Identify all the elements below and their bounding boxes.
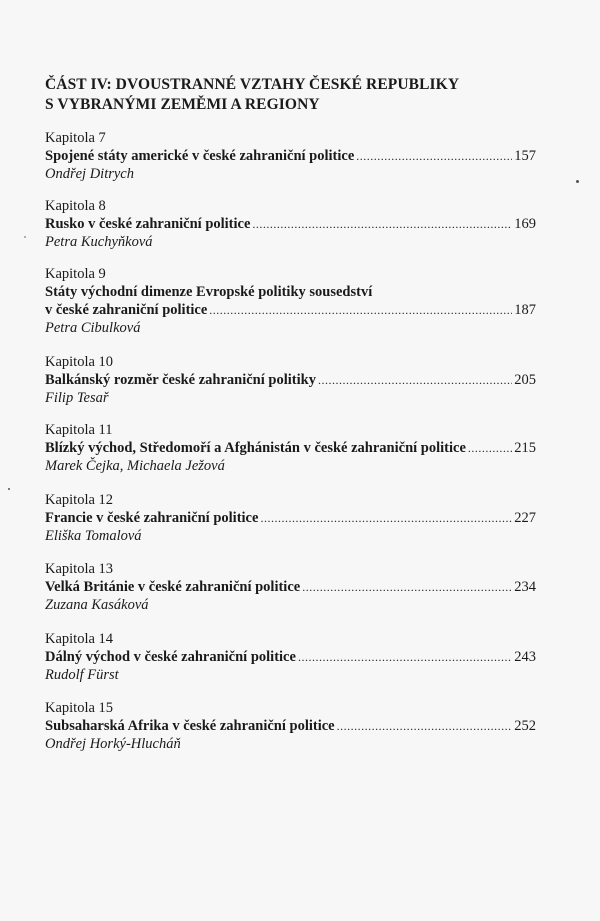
- page-number: 215: [514, 440, 536, 456]
- chapter-title: Spojené státy americké v české zahraniční politice: [45, 148, 355, 164]
- toc-entry-chapter-10: [45, 353, 536, 407]
- toc-entry-chapter-15: [45, 699, 536, 753]
- page-number: 227: [514, 510, 536, 526]
- scan-speck: [8, 488, 10, 490]
- page-number: 243: [514, 649, 536, 665]
- chapter-title-row: [45, 371, 536, 389]
- chapter-title: Subsaharská Afrika v české zahraniční politice: [45, 718, 335, 734]
- dot-leader: [209, 301, 512, 319]
- toc-entry-chapter-9: [45, 265, 536, 337]
- toc-entry-chapter-7: [45, 129, 536, 183]
- chapter-title: Blízký východ, Středomoří a Afghánistán v české zahraniční politice: [45, 440, 466, 456]
- chapter-title-row: [45, 509, 536, 527]
- toc-entry-chapter-8: [45, 197, 536, 251]
- chapter-label: Kapitola 13: [45, 561, 114, 577]
- toc-entry-chapter-11: [45, 421, 536, 475]
- page-number: 234: [514, 579, 536, 595]
- part-title-line1: ČÁST IV: DVOUSTRANNÉ VZTAHY ČESKÉ REPUBLIKY: [45, 76, 460, 93]
- chapter-title-row: [45, 301, 536, 319]
- chapter-label: Kapitola 7: [45, 130, 106, 146]
- dot-leader: [302, 578, 512, 596]
- scan-speck: [576, 180, 579, 183]
- page-number: 157: [514, 148, 536, 164]
- dot-leader: [260, 509, 512, 527]
- chapter-author: Eliška Tomalová: [45, 528, 142, 544]
- part-title-line2: S VYBRANÝMI ZEMĚMI A REGIONY: [45, 96, 320, 113]
- chapter-title-row: [45, 648, 536, 666]
- chapter-label: Kapitola 14: [45, 631, 114, 647]
- chapter-label: Kapitola 9: [45, 266, 106, 282]
- chapter-title: Balkánský rozměr české zahraniční politiky: [45, 372, 316, 388]
- chapter-title-line1: Státy východní dimenze Evropské politiky sousedství: [45, 284, 373, 300]
- page-number: 252: [514, 718, 536, 734]
- chapter-author: Ondřej Ditrych: [45, 166, 134, 182]
- page-number: 205: [514, 372, 536, 388]
- chapter-title: Velká Británie v české zahraniční politice: [45, 579, 301, 595]
- chapter-label: Kapitola 8: [45, 198, 106, 214]
- page-number: 169: [514, 216, 536, 232]
- chapter-author: Marek Čejka, Michaela Ježová: [45, 458, 225, 474]
- dot-leader: [468, 439, 512, 457]
- chapter-title: Francie v české zahraniční politice: [45, 510, 259, 526]
- chapter-author: Ondřej Horký-Hlucháň: [45, 736, 181, 752]
- scan-speck: [24, 236, 26, 238]
- chapter-title-row: [45, 578, 536, 596]
- chapter-author: Filip Tesař: [45, 390, 109, 406]
- chapter-title: v české zahraniční politice: [45, 302, 208, 318]
- toc-entry-chapter-13: [45, 560, 536, 614]
- dot-leader: [318, 371, 512, 389]
- chapter-title: Dálný východ v české zahraniční politice: [45, 649, 296, 665]
- dot-leader: [298, 648, 512, 666]
- chapter-title-row: [45, 215, 536, 233]
- toc-entry-chapter-14: [45, 630, 536, 684]
- chapter-label: Kapitola 12: [45, 492, 114, 508]
- chapter-label: Kapitola 15: [45, 700, 114, 716]
- chapter-title-row: [45, 717, 536, 735]
- chapter-label: Kapitola 11: [45, 422, 113, 438]
- chapter-author: Rudolf Fürst: [45, 667, 119, 683]
- chapter-author: Petra Kuchyňková: [45, 234, 153, 250]
- toc-entry-chapter-12: [45, 491, 536, 545]
- chapter-author: Petra Cibulková: [45, 320, 141, 336]
- chapter-title-row: [45, 439, 536, 457]
- chapter-title: Rusko v české zahraniční politice: [45, 216, 251, 232]
- dot-leader: [252, 215, 512, 233]
- dot-leader: [356, 147, 512, 165]
- dot-leader: [337, 717, 513, 735]
- part-title: [45, 75, 459, 115]
- chapter-title-row: [45, 147, 536, 165]
- chapter-label: Kapitola 10: [45, 354, 114, 370]
- page-number: 187: [514, 302, 536, 318]
- chapter-author: Zuzana Kasáková: [45, 597, 149, 613]
